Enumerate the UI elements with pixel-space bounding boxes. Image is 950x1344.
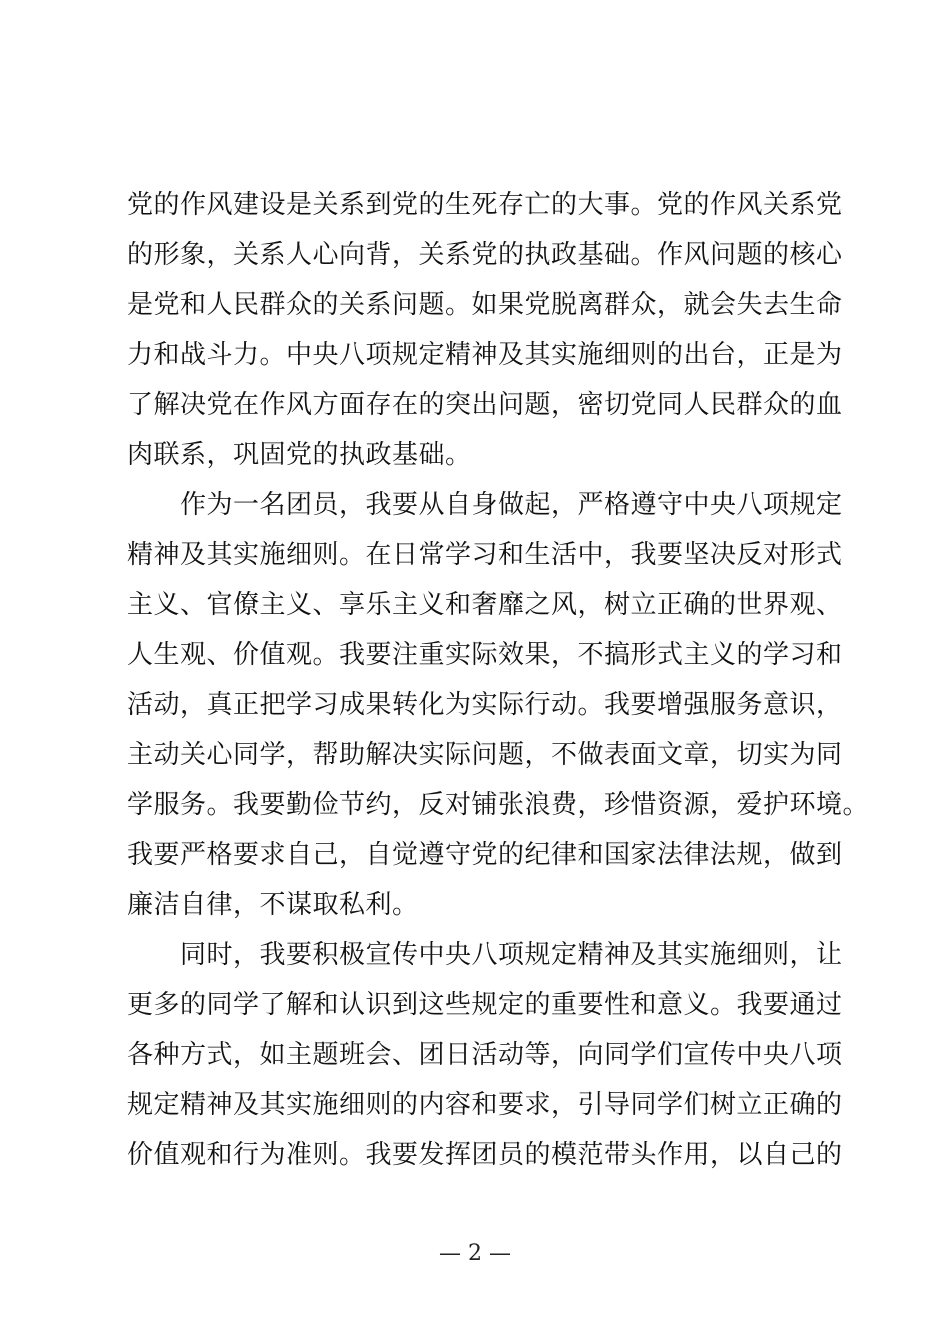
text-line: 各种方式，如主题班会、团日活动等，向同学们宣传中央八项: [127, 1040, 843, 1070]
text-line: 主义、官僚主义、享乐主义和奢靡之风，树立正确的世界观、: [127, 590, 843, 620]
text-line: 同时，我要积极宣传中央八项规定精神及其实施细则，让: [127, 940, 843, 970]
text-line: 我要严格要求自己，自觉遵守党的纪律和国家法律法规，做到: [127, 840, 843, 870]
text-line: 廉洁自律，不谋取私利。: [127, 890, 419, 920]
text-line: 活动，真正把学习成果转化为实际行动。我要增强服务意识，: [127, 690, 843, 720]
text-line: 精神及其实施细则。在日常学习和生活中，我要坚决反对形式: [127, 540, 843, 570]
text-line: 了解决党在作风方面存在的突出问题，密切党同人民群众的血: [127, 390, 843, 420]
text-line: 学服务。我要勤俭节约，反对铺张浪费，珍惜资源，爱护环境。: [127, 790, 870, 820]
text-line: 力和战斗力。中央八项规定精神及其实施细则的出台，正是为: [127, 340, 843, 370]
text-line: 是党和人民群众的关系问题。如果党脱离群众，就会失去生命: [127, 290, 843, 320]
text-line: 更多的同学了解和认识到这些规定的重要性和意义。我要通过: [127, 990, 843, 1020]
text-line: 党的作风建设是关系到党的生死存亡的大事。党的作风关系党: [127, 190, 843, 220]
text-line: 肉联系，巩固党的执政基础。: [127, 440, 472, 470]
text-line: 人生观、价值观。我要注重实际效果，不搞形式主义的学习和: [127, 640, 843, 670]
text-line: 规定精神及其实施细则的内容和要求，引导同学们树立正确的: [127, 1090, 843, 1120]
text-line: 的形象，关系人心向背，关系党的执政基础。作风问题的核心: [127, 240, 843, 270]
text-line: 价值观和行为准则。我要发挥团员的模范带头作用，以自己的: [127, 1140, 843, 1170]
text-line: 主动关心同学，帮助解决实际问题，不做表面文章，切实为同: [127, 740, 843, 770]
page-number: — 2 —: [439, 1241, 511, 1266]
text-line: 作为一名团员，我要从自身做起，严格遵守中央八项规定: [127, 490, 843, 520]
